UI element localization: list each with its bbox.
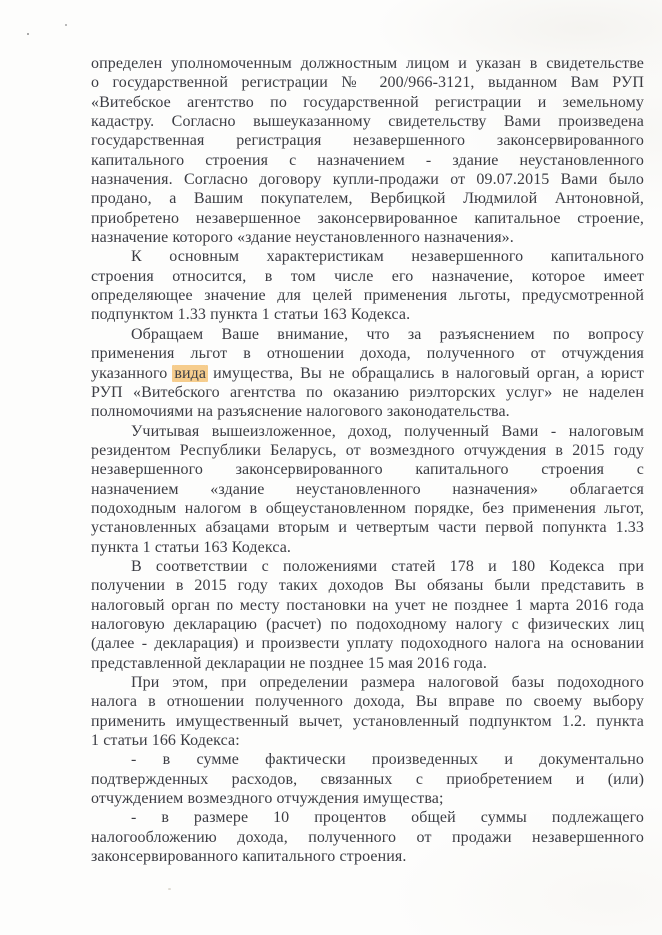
text-line: подпунктом 1.33 пункта 1 статьи 163 Кодекса. xyxy=(91,306,411,324)
text-line xyxy=(91,364,644,383)
text-line: В соответствии с положениями статей 178 и 180 Кодекса при xyxy=(131,557,644,575)
text-line: капитального строения с назначением - здание неустановленного xyxy=(91,151,644,169)
text-line: назначения. Согласно договору купли-продажи от 09.07.2015 Вами было xyxy=(91,171,644,189)
text-line: полномочиями на разъяснение налогового законодательства. xyxy=(91,403,510,421)
text-line: пункта 1 статьи 163 Кодекса. xyxy=(91,538,292,556)
text-line: применения льгот в отношении дохода, полученного от отчуждения xyxy=(91,345,644,363)
ink-speck xyxy=(168,888,171,890)
text-segment: указанного xyxy=(91,364,175,382)
text-line: определяющее значение для целей применения льготы, предусмотренной xyxy=(91,287,644,305)
text-line: налогообложению дохода, полученного от продажи незавершенного xyxy=(91,828,644,846)
text-line: кадастру. Согласно вышеуказанному свидетельству Вами произведена xyxy=(91,113,644,131)
text-line: - в размере 10 процентов общей суммы подлежащего xyxy=(131,809,644,827)
text-line: строения относится, в том числе его назначение, которое имеет xyxy=(91,267,644,285)
text-line: резидентом Республики Беларусь, от возмездного отчуждения в 2015 году xyxy=(91,441,644,459)
text-line: получении в 2015 году таких доходов Вы обязаны были представить в xyxy=(91,577,644,595)
text-line: назначение которого «здание неустановленного назначения». xyxy=(91,229,514,247)
text-line: государственная регистрация незавершенного законсервированного xyxy=(91,132,644,150)
text-line: применить имущественный вычет, установленный подпунктом 1.2. пункта xyxy=(91,712,644,730)
text-line: налоговую декларацию (расчет) по подоходному налогу с физических лиц xyxy=(91,615,644,633)
text-line: Учитывая вышеизложенное, доход, полученный Вами - налоговым xyxy=(131,422,644,440)
text-line: отчуждением возмездного отчуждения имущества; xyxy=(91,790,444,808)
text-line: (далее - декларация) и произвести уплату подоходного налога на основании xyxy=(91,635,644,653)
text-line: представленной декларации не позднее 15 мая 2016 года. xyxy=(91,654,487,672)
highlighted-word: вида xyxy=(174,364,207,382)
text-line: налога в отношении полученного дохода, Вы вправе по своему выбору xyxy=(91,693,644,711)
ink-speck xyxy=(27,33,29,35)
text-line: незавершенного законсервированного капитального строения с xyxy=(91,461,644,479)
text-line: законсервированного капитального строения. xyxy=(91,848,407,866)
text-line: При этом, при определении размера налоговой базы подоходного xyxy=(131,674,644,691)
text-line: назначением «здание неустановленного назначения» облагается xyxy=(91,480,644,498)
text-line: Обращаем Ваше внимание, что за разъяснением по вопросу xyxy=(131,325,644,343)
text-line: продано, а Вашим покупателем, Вербицкой Людмилой Антоновной, xyxy=(91,190,644,208)
text-line: приобретено незавершенное законсервированное капитальное строение, xyxy=(91,209,644,227)
text-line: налоговый орган по месту постановки на учет не позднее 1 марта 2016 года xyxy=(91,596,644,614)
text-line: подтвержденных расходов, связанных с приобретением и (или) xyxy=(91,770,644,788)
text-line: РУП «Витебского агентства по оказанию риэлторских услуг» не наделен xyxy=(91,383,644,401)
text-line: 1 статьи 166 Кодекса: xyxy=(91,732,240,750)
text-line: установленных абзацами вторым и четвертым части первой попункта 1.33 xyxy=(91,519,644,537)
text-line: «Витебское агентство по государственной регистрации и земельному xyxy=(91,93,644,111)
text-line: определен уполномоченным должностным лицом и указан в свидетельстве xyxy=(91,55,644,72)
text-line: о государственной регистрации № 200/966-3121, выданном Вам РУП xyxy=(91,74,644,92)
text-line: подоходным налогом в общеустановленном порядке, без применения льгот, xyxy=(91,499,644,517)
text-line: К основным характеристикам незавершенного капитального xyxy=(131,248,644,266)
document-body xyxy=(91,54,644,866)
text-line: - в сумме фактически произведенных и документально xyxy=(131,751,644,769)
ink-speck xyxy=(65,24,67,26)
text-segment: имущества, Вы не обращались в налоговый орган, а юрист xyxy=(206,364,644,382)
